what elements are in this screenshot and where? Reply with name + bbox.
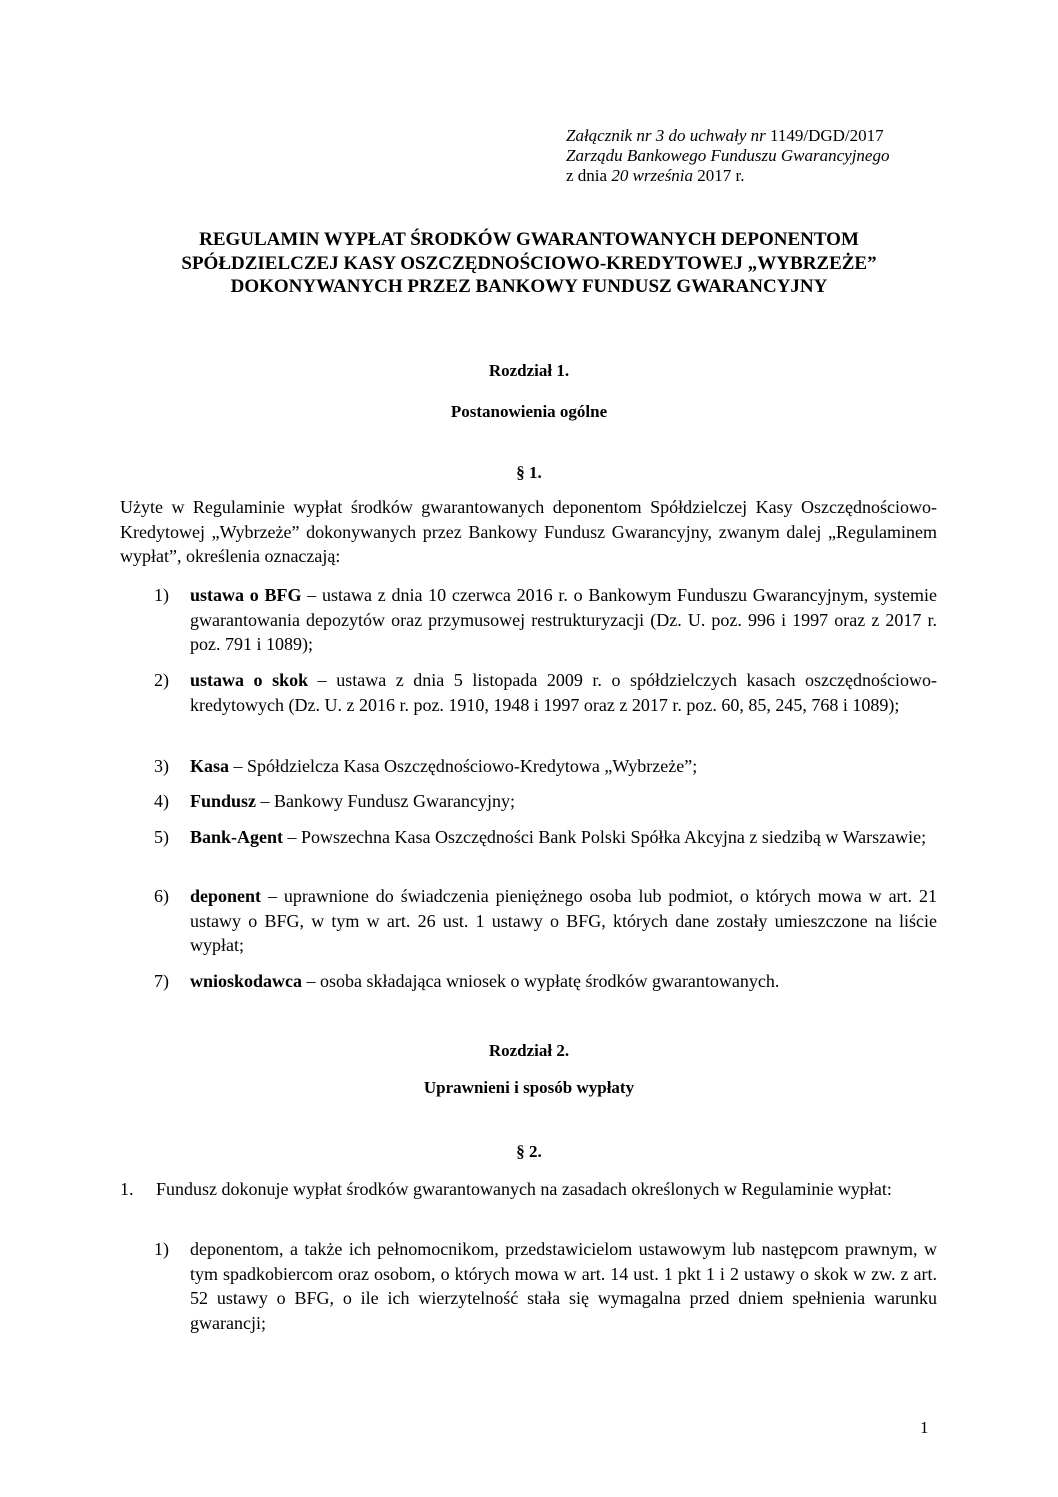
- chapter-2-label: Rozdział 2.: [488, 1041, 570, 1060]
- item-number: 5): [154, 827, 169, 847]
- section-2-heading: § 2.: [516, 1142, 542, 1161]
- section-1-intro: Użyte w Regulaminie wypłat środków gwarantowanych deponentom Spółdzielczej Kasy Oszczędnościowo-Kredytowej „Wybrzeże” dokonywanych przez Bankowy Fundusz Gwarancyjny, zwanym dalej „Regulaminem wypłat”, określenia oznaczają:: [120, 497, 937, 566]
- attachment-date-prefix: z dnia: [566, 166, 612, 185]
- item-number: 1): [154, 1239, 169, 1259]
- attachment-line1: Załącznik nr 3 do uchwały nr: [566, 126, 770, 145]
- definition-term: wnioskodawca: [190, 971, 303, 991]
- definition-term: ustawa o skok: [190, 670, 309, 690]
- definition-term: deponent: [190, 886, 262, 906]
- item-number: 3): [154, 756, 169, 776]
- item-number: 2): [154, 670, 169, 690]
- definition-text: – Spółdzielcza Kasa Oszczędnościowo-Kredytowa „Wybrzeże”;: [229, 756, 698, 776]
- section-2-subpoint-1: [154, 1237, 937, 1335]
- item-number: 6): [154, 886, 169, 906]
- item-number: 1): [154, 585, 169, 605]
- definition-term: ustawa o BFG: [190, 585, 302, 605]
- definition-text: – Powszechna Kasa Oszczędności Bank Polski Spółka Akcyjna z siedzibą w Warszawie;: [283, 827, 927, 847]
- title-line-3: DOKONYWANYCH PRZEZ BANKOWY FUNDUSZ GWARANCYJNY: [230, 276, 828, 297]
- attachment-note: [566, 126, 889, 186]
- definition-text: – ustawa z dnia 10 czerwca 2016 r. o Bankowym Funduszu Gwarancyjnym, systemie gwarantowania depozytów oraz przymusowej restrukturyzacji (Dz. U. poz. 996 i 1997 oraz z 2017 r. poz. 791 i 1089);: [190, 585, 937, 654]
- definition-item: [154, 668, 937, 717]
- attachment-date-year: 2017 r.: [693, 166, 745, 185]
- chapter-1-label: Rozdział 1.: [488, 361, 570, 380]
- definition-text: – Bankowy Fundusz Gwarancyjny;: [256, 791, 516, 811]
- document-title: [120, 228, 938, 299]
- title-line-2: SPÓŁDZIELCZEJ KASY OSZCZĘDNOŚCIOWO-KREDYTOWEJ „WYBRZEŻE”: [181, 252, 877, 274]
- resolution-number: 1149/DGD/2017: [770, 126, 884, 145]
- point-text: Fundusz dokonuje wypłat środków gwarantowanych na zasadach określonych w Regulaminie wypłat:: [156, 1179, 892, 1199]
- item-number: 7): [154, 971, 169, 991]
- title-line-1: REGULAMIN WYPŁAT ŚRODKÓW GWARANTOWANYCH DEPONENTOM: [199, 229, 859, 250]
- definition-text: – ustawa z dnia 5 listopada 2009 r. o spółdzielczych kasach oszczędnościowo-kredytowych (Dz. U. z 2016 r. poz. 1910, 1948 i 1997 oraz z 2017 r. poz. 60, 85, 245, 768 i 1089);: [190, 670, 937, 715]
- definition-item: [154, 825, 937, 850]
- definition-text: – osoba składająca wniosek o wypłatę środków gwarantowanych.: [302, 971, 780, 991]
- definition-term: Bank-Agent: [190, 827, 284, 847]
- subpoint-text: deponentom, a także ich pełnomocnikom, przedstawicielom ustawowym lub następcom prawnym, w tym spadkobiercom oraz osobom, o których mowa w art. 14 ust. 1 pkt 1 i 2 ustawy o skok w zw. z art. 52 ustawy o BFG, o ile ich wierzytelność stała się wymagalna przed dniem spełnienia warunku gwarancji;: [190, 1239, 937, 1333]
- definition-text: – uprawnione do świadczenia pieniężnego osoba lub podmiot, o których mowa w art. 21 ustawy o BFG, w tym w art. 26 ust. 1 ustawy o BFG, których dane zostały umieszczone na liście wypłat;: [190, 886, 937, 955]
- definition-term: Fundusz: [190, 791, 257, 811]
- definition-item: [154, 789, 937, 814]
- attachment-line2: Zarządu Bankowego Funduszu Gwarancyjnego: [566, 146, 890, 165]
- attachment-date-day: 20 września: [611, 166, 694, 185]
- definition-item: [154, 583, 937, 657]
- page-number: 1: [920, 1418, 929, 1437]
- chapter-1-name: Postanowienia ogólne: [450, 402, 608, 421]
- definition-item: [154, 969, 937, 994]
- point-number: 1.: [120, 1179, 134, 1199]
- definition-item: [154, 754, 937, 779]
- definition-item: [154, 884, 937, 958]
- chapter-2-name: Uprawnieni i sposób wypłaty: [423, 1078, 635, 1097]
- section-2-point-1: [120, 1177, 937, 1202]
- definition-term: Kasa: [190, 756, 230, 776]
- item-number: 4): [154, 791, 169, 811]
- section-1-heading: § 1.: [516, 463, 542, 482]
